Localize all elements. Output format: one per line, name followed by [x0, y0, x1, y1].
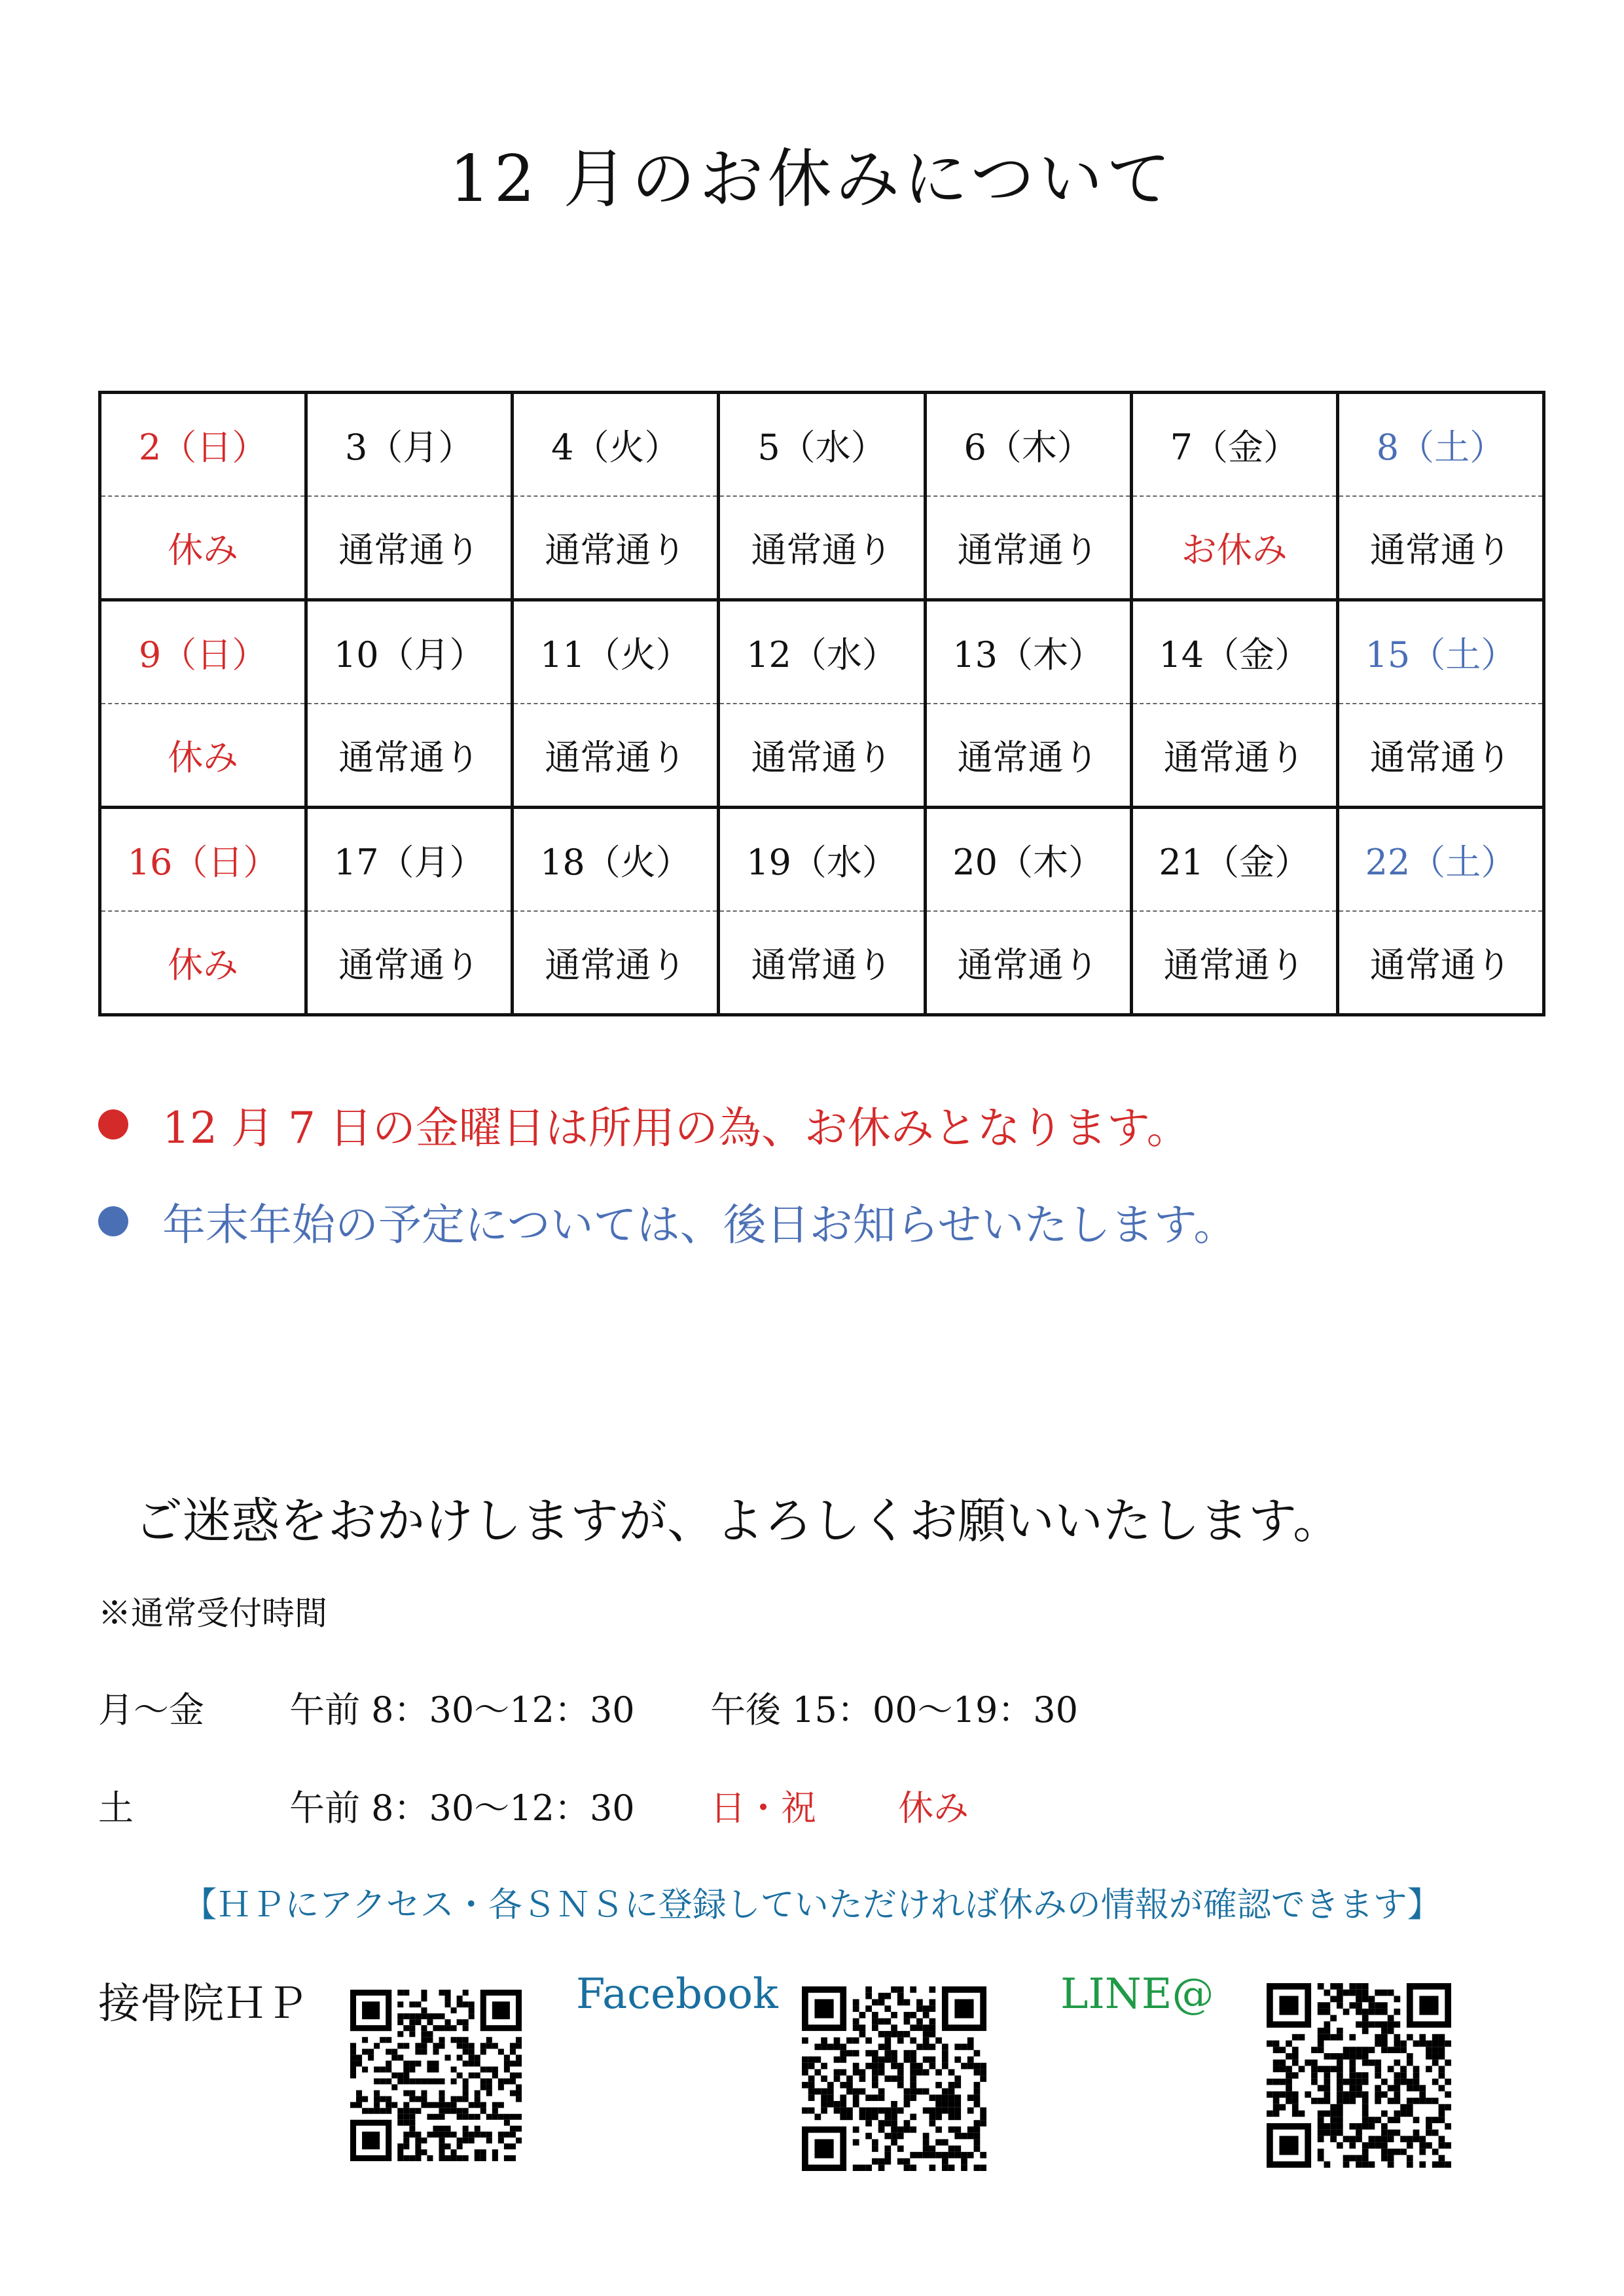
calendar-date-cell: 7（金）	[1131, 393, 1337, 497]
calendar-date-row	[100, 600, 1544, 704]
calendar-date-cell: 20（木）	[925, 808, 1131, 912]
hours-saturday-days: 土	[98, 1787, 134, 1829]
calendar-date-cell: 14（金）	[1131, 600, 1337, 704]
calendar-status-cell: 通常通り	[925, 911, 1131, 1015]
calendar-date-cell: 19（水）	[719, 808, 925, 912]
calendar-status-cell: 通常通り	[306, 704, 513, 808]
hours-closed-days: 日・祝	[710, 1787, 816, 1829]
calendar-status-row	[100, 911, 1544, 1015]
calendar-date-cell: 10（月）	[306, 600, 513, 704]
hours-saturday-morning: 午前 8：30～12：30	[289, 1787, 635, 1829]
calendar-status-cell: 通常通り	[513, 911, 719, 1015]
calendar-date-cell: 12（水）	[719, 600, 925, 704]
calendar-date-cell: 15（土）	[1337, 600, 1543, 704]
notice-new-year-text: 年末年始の予定については、後日お知らせいたします。	[162, 1200, 1237, 1250]
calendar-date-cell: 3（月）	[306, 393, 513, 497]
calendar-date-cell: 17（月）	[306, 808, 513, 912]
calendar-status-cell: 休み	[100, 496, 306, 600]
calendar-status-cell: 通常通り	[513, 704, 719, 808]
calendar-date-row	[100, 808, 1544, 912]
calendar-status-cell: お休み	[1131, 496, 1337, 600]
notice-new-year	[98, 1190, 1236, 1252]
calendar-date-cell: 16（日）	[100, 808, 306, 912]
bullet-dot-icon	[98, 1206, 128, 1236]
calendar-status-row	[100, 704, 1544, 808]
qr-code-icon[interactable]	[1267, 1983, 1451, 2168]
calendar-date-cell: 5（水）	[719, 393, 925, 497]
hours-weekday-row	[98, 1682, 1407, 1731]
hours-title: ※通常受付時間	[98, 1594, 327, 1632]
calendar-status-cell: 休み	[100, 704, 306, 808]
hours-weekday-days: 月～金	[98, 1689, 204, 1731]
calendar-date-cell: 9（日）	[100, 600, 306, 704]
hours-saturday-row	[98, 1780, 1407, 1829]
notice-closure-text: 12 月 7 日の金曜日は所用の為、お休みとなります。	[162, 1103, 1190, 1153]
bullet-dot-icon	[98, 1109, 128, 1139]
calendar-date-cell: 2（日）	[100, 393, 306, 497]
calendar-status-cell: 通常通り	[719, 911, 925, 1015]
line-label: LINE@	[1060, 1970, 1214, 2018]
facebook-label: Facebook	[576, 1970, 778, 2018]
calendar-date-cell: 11（火）	[513, 600, 719, 704]
calendar-date-cell: 6（木）	[925, 393, 1131, 497]
calendar-status-cell: 通常通り	[306, 496, 513, 600]
calendar-status-row	[100, 496, 1544, 600]
calendar-status-cell: 通常通り	[719, 496, 925, 600]
apology-message: ご迷惑をおかけしますが、よろしくお願いいたします。	[134, 1493, 1342, 1549]
calendar-status-cell: 通常通り	[1337, 704, 1543, 808]
qr-code-icon[interactable]	[802, 1986, 986, 2171]
calendar-date-cell: 8（土）	[1337, 393, 1543, 497]
notice-closure	[98, 1093, 1190, 1155]
calendar-date-cell: 21（金）	[1131, 808, 1337, 912]
calendar-status-cell: 通常通り	[306, 911, 513, 1015]
calendar-status-cell: 通常通り	[1131, 704, 1337, 808]
calendar-status-cell: 通常通り	[1337, 911, 1543, 1015]
calendar-status-cell: 通常通り	[925, 496, 1131, 600]
hours-weekday-afternoon: 午後 15：00～19：30	[710, 1689, 1079, 1731]
calendar-status-cell: 通常通り	[925, 704, 1131, 808]
sns-notice: 【ＨＰにアクセス・各ＳＮＳに登録していただければ休みの情報が確認できます】	[183, 1886, 1441, 1925]
calendar-date-cell: 4（火）	[513, 393, 719, 497]
calendar-status-cell: 休み	[100, 911, 306, 1015]
calendar-date-cell: 18（火）	[513, 808, 719, 912]
calendar-date-cell: 13（木）	[925, 600, 1131, 704]
calendar-status-cell: 通常通り	[1131, 911, 1337, 1015]
hp-label: 接骨院ＨＰ	[98, 1980, 308, 2028]
page-title: 12 月のお休みについて	[449, 142, 1175, 217]
calendar-status-cell: 通常通り	[513, 496, 719, 600]
qr-code-icon[interactable]	[350, 1990, 522, 2161]
holiday-calendar	[98, 391, 1545, 1016]
calendar-status-cell: 通常通り	[719, 704, 925, 808]
calendar-date-row	[100, 393, 1544, 497]
calendar-status-cell: 通常通り	[1337, 496, 1543, 600]
hours-weekday-morning: 午前 8：30～12：30	[289, 1689, 635, 1731]
calendar-date-cell: 22（土）	[1337, 808, 1543, 912]
hours-closed-label: 休み	[898, 1787, 969, 1829]
